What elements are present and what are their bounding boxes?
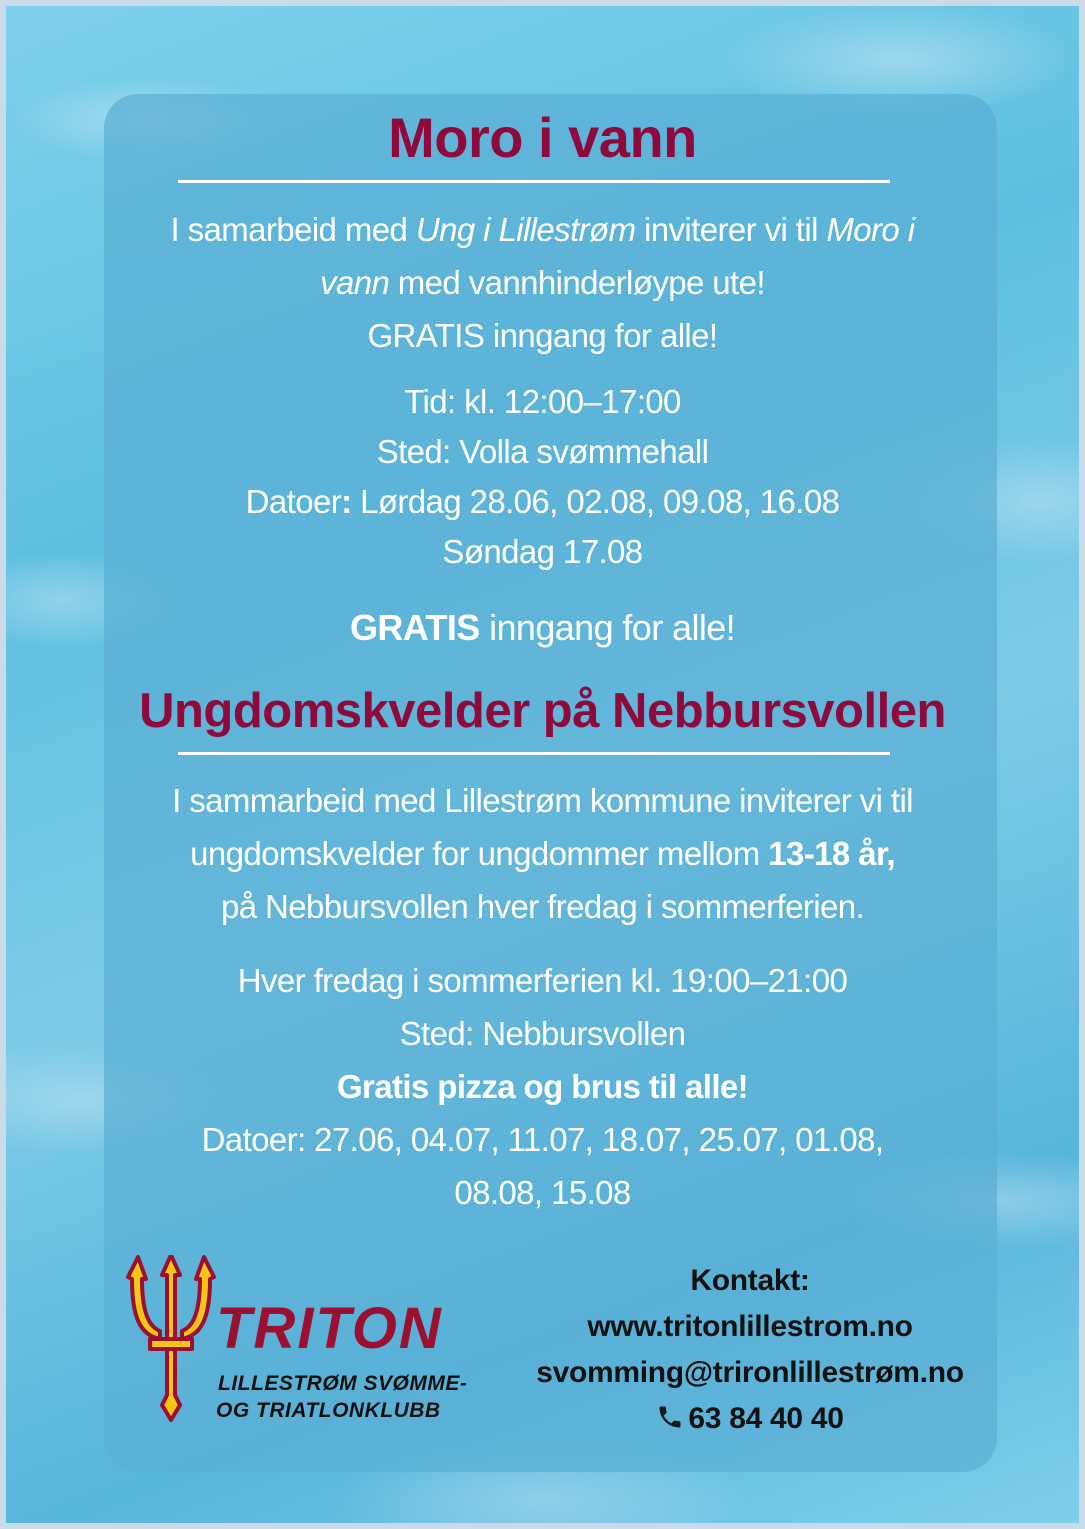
section1-details [0, 377, 1085, 577]
age-range-text: 13-18 år, [768, 835, 895, 872]
section1-place: Sted: Volla svømmehall [376, 433, 709, 470]
section1-intro [0, 203, 1085, 362]
section1-intro-line2: vann med vannhinderløype ute! [320, 264, 765, 301]
contact-label: Kontakt: [690, 1264, 810, 1297]
section2-dates-line2: 08.08, 15.08 [454, 1174, 631, 1211]
section1-time: Tid: kl. 12:00–17:00 [404, 383, 681, 420]
contact-block [500, 1258, 1000, 1442]
contact-website[interactable]: www.tritonlillestrom.no [587, 1310, 913, 1343]
section1-free-entry: GRATIS inngang for alle! [349, 607, 736, 648]
section2-intro [0, 774, 1085, 933]
logo-subtitle-line2: OG TRIATLONKLUBB [216, 1399, 441, 1422]
section2-divider [178, 752, 890, 755]
section1-dates-line2: Søndag 17.08 [442, 533, 643, 570]
contact-phone[interactable]: 63 84 40 40 [500, 1396, 1000, 1442]
section2-time: Hver fredag i sommerferien kl. 19:00–21:00 [237, 962, 848, 999]
logo-subtitle-line1: LILLESTRØM SVØMME- [218, 1372, 468, 1395]
section2-details [0, 954, 1085, 1219]
section2-place: Sted: Nebbursvollen [399, 1015, 686, 1052]
phone-icon [656, 1403, 684, 1431]
logo-name: TRITON [216, 1296, 443, 1361]
section1-intro-line1: I samarbeid med Ung i Lillestrøm inviterer vi til Moro i [170, 211, 915, 248]
section2-intro-line3: på Nebbursvollen hver fredag i sommerferien. [220, 888, 865, 925]
section2-intro-line1: I sammarbeid med Lillestrøm kommune inviterer vi til [172, 782, 913, 819]
section2-pizza: Gratis pizza og brus til alle! [336, 1068, 749, 1105]
section1-intro-line3: GRATIS inngang for alle! [367, 317, 718, 354]
section2-intro-line2: ungdomskvelder for ungdommer mellom 13-18 år, [190, 835, 895, 872]
contact-email[interactable]: svomming@trironlillestrøm.no [536, 1356, 964, 1389]
section1-divider [178, 180, 890, 183]
ung-i-lillestrom-text: Ung i Lillestrøm [415, 211, 636, 248]
section1-title: Moro i vann [388, 106, 697, 169]
triton-logo [120, 1255, 500, 1435]
section1-dates: Datoer: Lørdag 28.06, 02.08, 09.08, 16.08 [245, 483, 840, 520]
section2-dates-line1: Datoer: 27.06, 04.07, 11.07, 18.07, 25.07, 01.08, [201, 1121, 884, 1158]
section2-title: Ungdomskvelder på Nebbursvollen [139, 684, 946, 738]
